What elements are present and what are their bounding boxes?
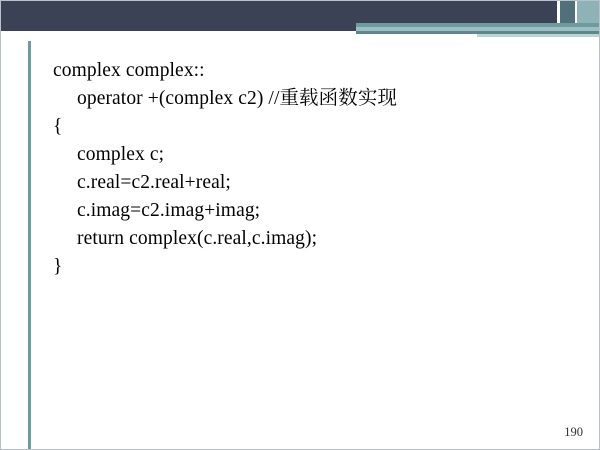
code-line: operator +(complex c2) //重载函数实现 xyxy=(77,88,398,109)
page-number: 190 xyxy=(564,425,583,439)
code-line: complex complex:: xyxy=(53,60,205,81)
band-teal-stripe-4 xyxy=(477,34,600,37)
code-line: c.imag=c2.imag+imag; xyxy=(77,200,261,221)
band-teal-block-2 xyxy=(577,1,600,23)
band-dark-secondary xyxy=(1,23,356,31)
code-line: c.real=c2.real+real; xyxy=(77,172,231,193)
code-line: } xyxy=(53,256,63,277)
band-dark-primary xyxy=(1,1,600,23)
band-teal-block-1 xyxy=(560,1,575,23)
header-decoration-band xyxy=(1,1,600,41)
code-line: return complex(c.real,c.imag); xyxy=(77,228,318,249)
left-vertical-rule xyxy=(28,41,31,450)
code-line: { xyxy=(53,116,63,137)
code-line: complex c; xyxy=(77,144,165,165)
code-block xyxy=(53,57,573,281)
